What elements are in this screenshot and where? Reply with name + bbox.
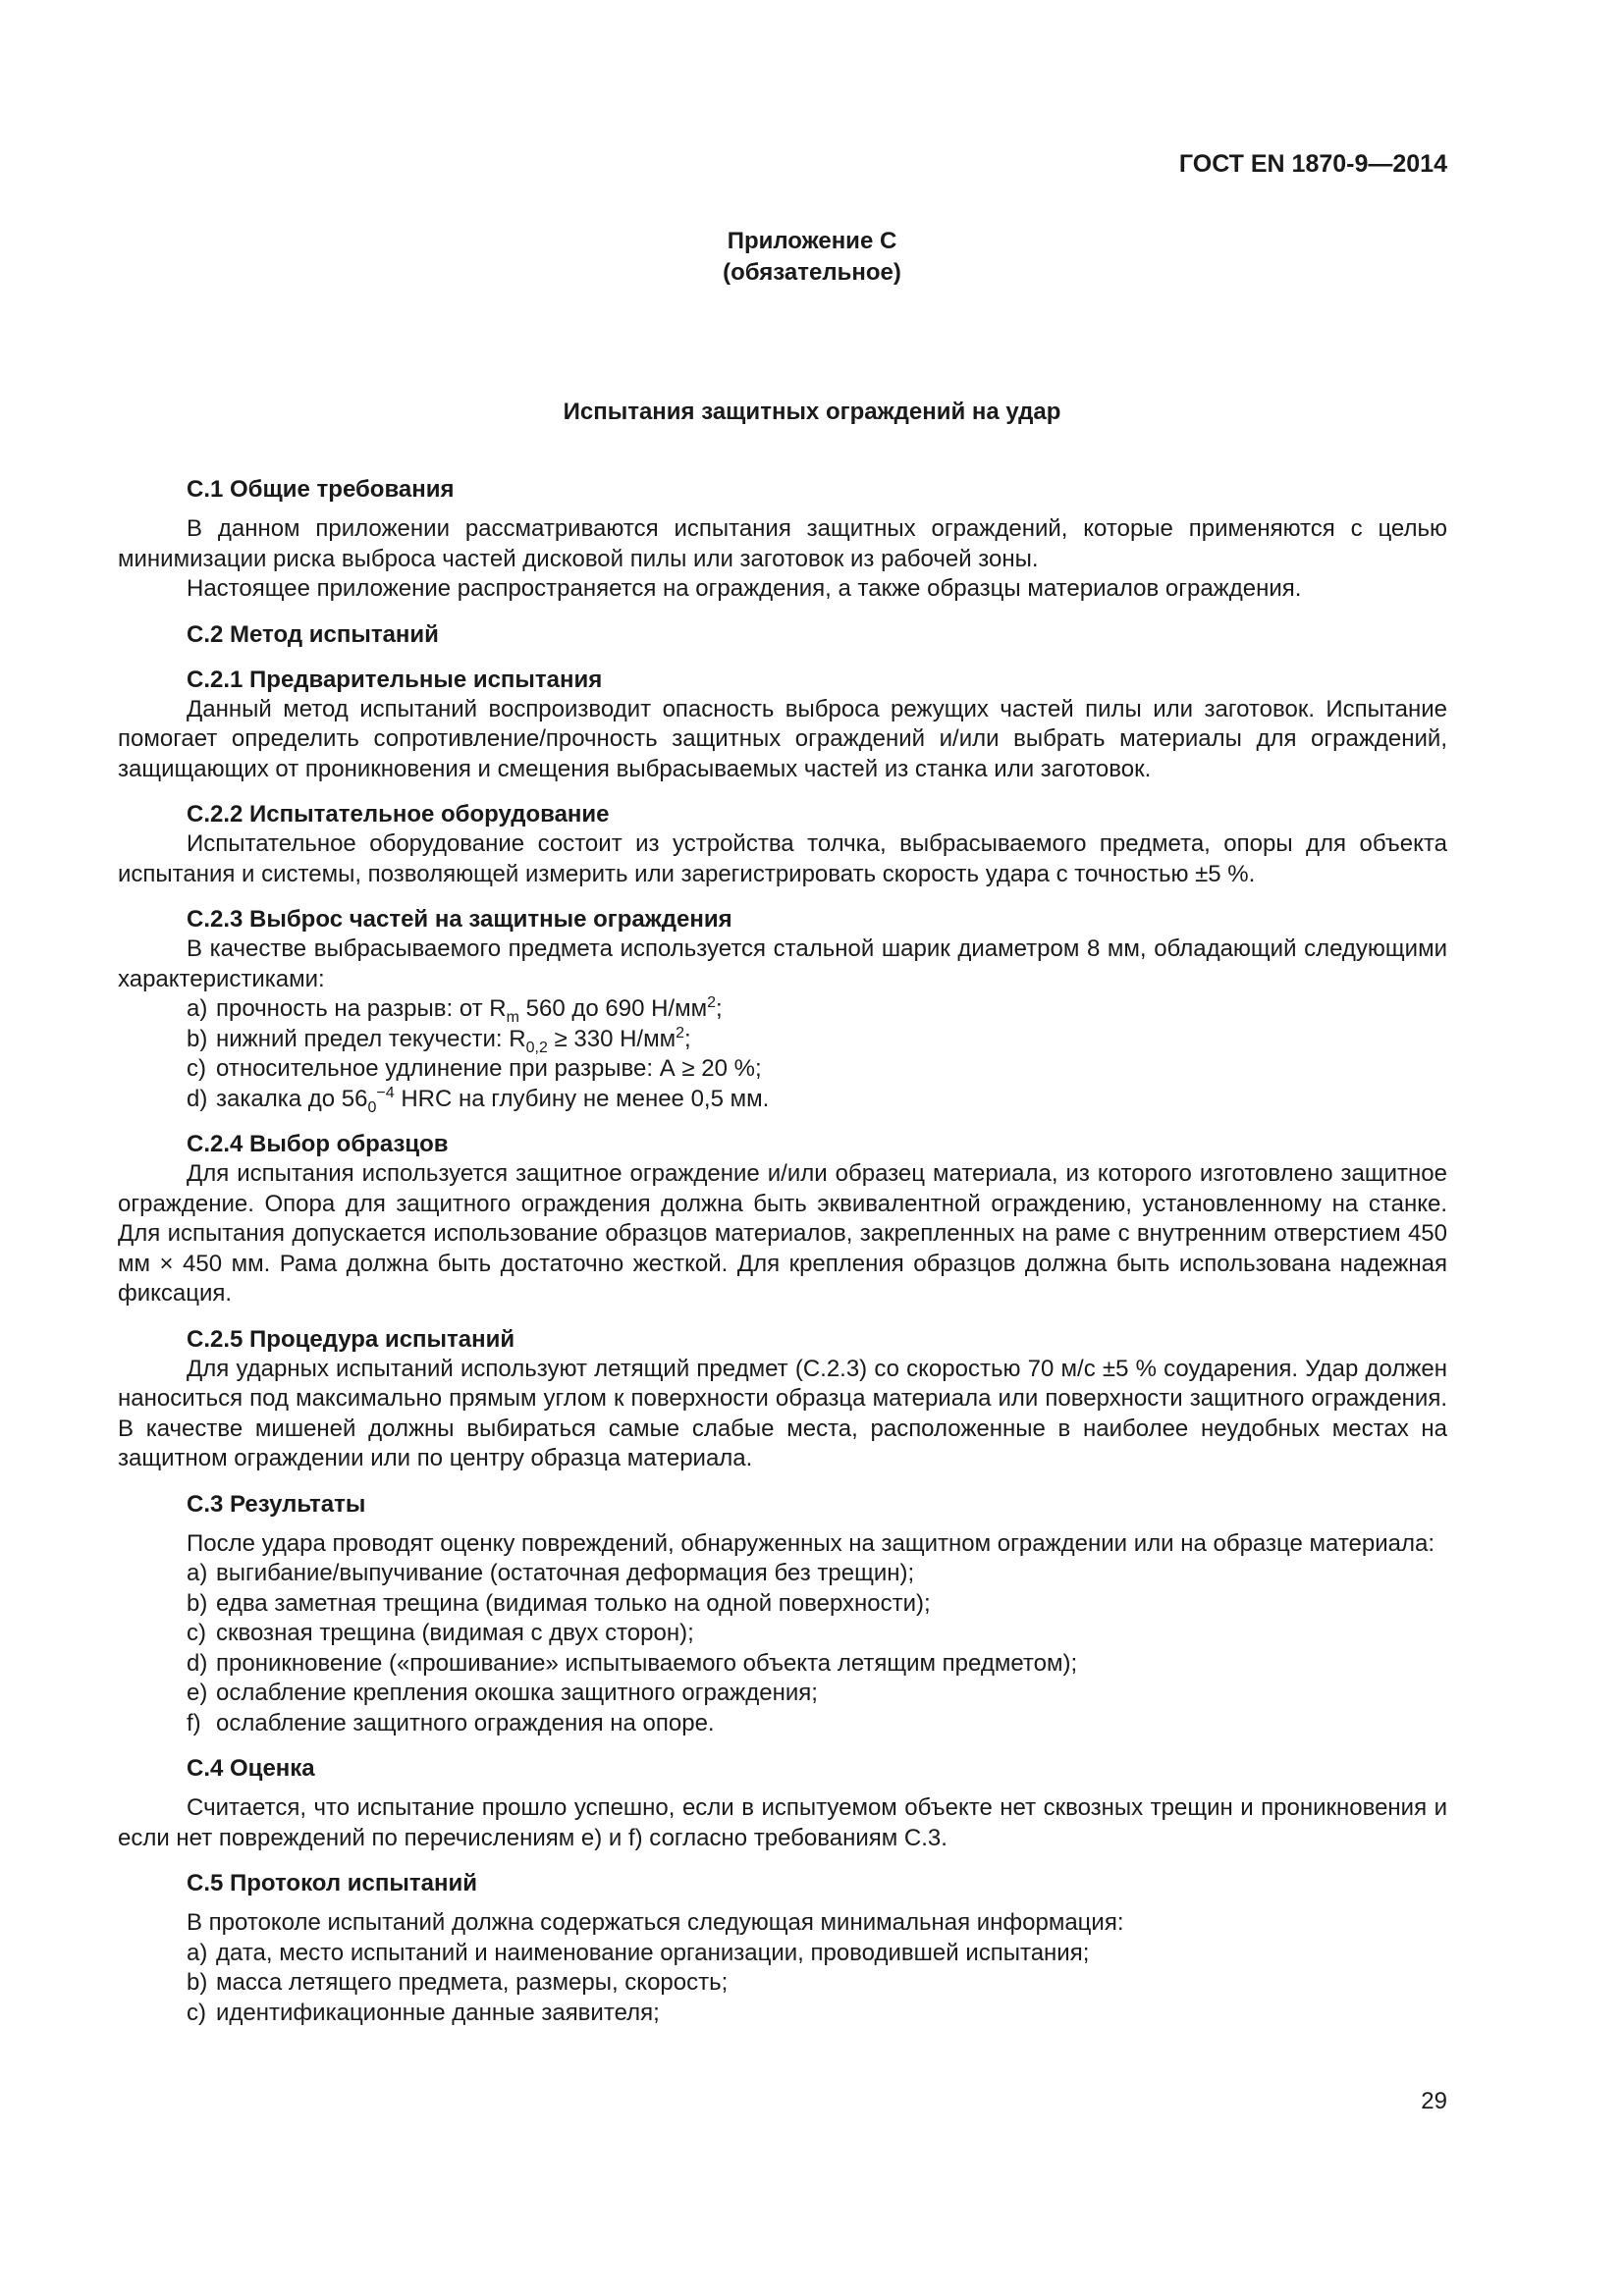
document-body bbox=[118, 475, 1447, 2028]
list-item: b) едва заметная трещина (видимая только на одной поверхности); bbox=[118, 1589, 1447, 1620]
list-item: b) масса летящего предмета, размеры, скорость; bbox=[118, 1968, 1447, 1999]
section-c1-heading: С.1 Общие требования bbox=[187, 476, 455, 503]
list-item: f) ослабление защитного ограждения на опоре. bbox=[118, 1709, 1447, 1739]
list-letter: a) bbox=[187, 1939, 208, 1966]
section-c25-heading: С.2.5 Процедура испытаний bbox=[187, 1325, 515, 1353]
list-item: a) прочность на разрыв: от $R_m$ 560 до 690 $Н/мм^2$; bbox=[187, 994, 723, 1026]
section-c23-paragraph: В качестве выбрасываемого предмета используется стальной шарик диаметром 8 мм, обладающий следующими характеристиками: bbox=[118, 935, 1447, 992]
section-c23-heading: С.2.3 Выброс частей на защитные ограждения bbox=[187, 906, 732, 933]
section-c25-paragraph: Для ударных испытаний используют летящий предмет (С.2.3) со скоростью 70 м/с ±5 % соударения. Удар должен наноситься под максимально прямым углом к поверхности образца материала или поверхности защитного ограждения. В качестве мишеней должны выбираться самые слабые места, расположенные в наиболее неудобных местах на защитном ограждении или по центру образца материала. bbox=[118, 1355, 1447, 1471]
section-c21-paragraph: Данный метод испытаний воспроизводит опасность выброса режущих частей пилы или заготовок. Испытание помогает определить сопротивление/прочность защитных ограждений и/или выбрать материалы для ограждений, защищающих от проникновения и смещения выбрасываемых частей из станка или заготовок. bbox=[118, 695, 1447, 782]
section-c21-heading: С.2.1 Предварительные испытания bbox=[187, 666, 603, 693]
list-item: a) выгибание/выпучивание (остаточная деформация без трещин); bbox=[118, 1559, 1447, 1589]
section-c5-heading: С.5 Протокол испытаний bbox=[187, 1870, 477, 1896]
list-item: d) закалка до $56_0^{-4}$ HRC на глубину не менее 0,5 мм. bbox=[187, 1084, 770, 1116]
standard-designation: ГОСТ EN 1870-9—2014 bbox=[1178, 150, 1447, 178]
list-letter: c) bbox=[187, 1620, 206, 1646]
section-c1-paragraph-2: Настоящее приложение распространяется на ограждения, а также образцы материалов ограждения. bbox=[187, 575, 1302, 602]
list-item: d) проникновение («прошивание» испытываемого объекта летящим предметом); bbox=[118, 1649, 1447, 1680]
list-letter: e) bbox=[187, 1680, 208, 1706]
list-item: a) дата, место испытаний и наименование организации, проводившей испытания; bbox=[118, 1939, 1447, 1969]
list-letter: b) bbox=[187, 1025, 208, 1052]
section-c24-heading: С.2.4 Выбор образцов bbox=[187, 1131, 449, 1157]
list-item: e) ослабление крепления окошка защитного ограждения; bbox=[118, 1679, 1447, 1709]
annex-status: (обязательное) bbox=[723, 259, 901, 286]
section-c22-heading: С.2.2 Испытательное оборудование bbox=[187, 801, 610, 828]
list-letter: b) bbox=[187, 1969, 208, 1996]
section-c2-heading: С.2 Метод испытаний bbox=[187, 620, 439, 648]
list-letter: a) bbox=[187, 1560, 208, 1586]
section-c4-heading: С.4 Оценка bbox=[187, 1755, 315, 1782]
list-letter: c) bbox=[187, 1055, 206, 1082]
list-letter: a) bbox=[187, 995, 208, 1022]
list-item: c) сквозная трещина (видимая с двух сторон); bbox=[118, 1619, 1447, 1649]
page-title: Испытания защитных ограждений на удар bbox=[563, 399, 1061, 425]
list-item: b) нижний предел текучести: $R_{0,2} \ge 330$ $Н/мм^2$; bbox=[187, 1024, 691, 1056]
section-c4-paragraph: Считается, что испытание прошло успешно, если в испытуемом объекте нет сквозных трещин и проникновения и если нет повреждений по перечислениям e) и f) согласно требованиям С.3. bbox=[118, 1794, 1447, 1851]
section-c5-paragraph: В протоколе испытаний должна содержаться следующая минимальная информация: bbox=[187, 1909, 1124, 1936]
list-item: c) относительное удлинение при разрыве: А ≥ 20 %; bbox=[118, 1054, 1447, 1085]
list-letter: d) bbox=[187, 1085, 208, 1112]
list-letter: f) bbox=[187, 1709, 201, 1736]
list-letter: d) bbox=[187, 1649, 208, 1677]
annex-heading bbox=[0, 226, 1624, 289]
page-number: 29 bbox=[1421, 2088, 1447, 2114]
section-c3-paragraph: После удара проводят оценку повреждений, обнаруженных на защитном ограждении или на образце материала: bbox=[187, 1529, 1435, 1557]
list-letter: b) bbox=[187, 1589, 208, 1617]
list-letter: c) bbox=[187, 1999, 206, 2026]
list-item: c) идентификационные данные заявителя; bbox=[118, 1999, 1447, 2029]
annex-title: Приложение С bbox=[727, 228, 897, 254]
section-c22-paragraph: Испытательное оборудование состоит из устройства толчка, выбрасываемого предмета, опоры для объекта испытания и системы, позволяющей измерить или зарегистрировать скорость удара с точностью ±5 %. bbox=[118, 830, 1447, 887]
section-c1-paragraph-1: В данном приложении рассматриваются испытания защитных ограждений, которые применяются с целью минимизации риска выброса частей дисковой пилы или заготовок из рабочей зоны. bbox=[118, 515, 1447, 572]
section-c24-paragraph: Для испытания используется защитное ограждение и/или образец материала, из которого изготовлено защитное ограждение. Опора для защитного ограждения должна быть эквивалентной ограждению, установленному на станке. Для испытания допускается использование образцов материалов, закрепленных на раме с внутренним отверстием 450 мм × 450 мм. Рама должна быть достаточно жесткой. Для крепления образцов должна быть использована надежная фиксация. bbox=[118, 1160, 1447, 1307]
section-c3-heading: С.3 Результаты bbox=[187, 1490, 366, 1518]
